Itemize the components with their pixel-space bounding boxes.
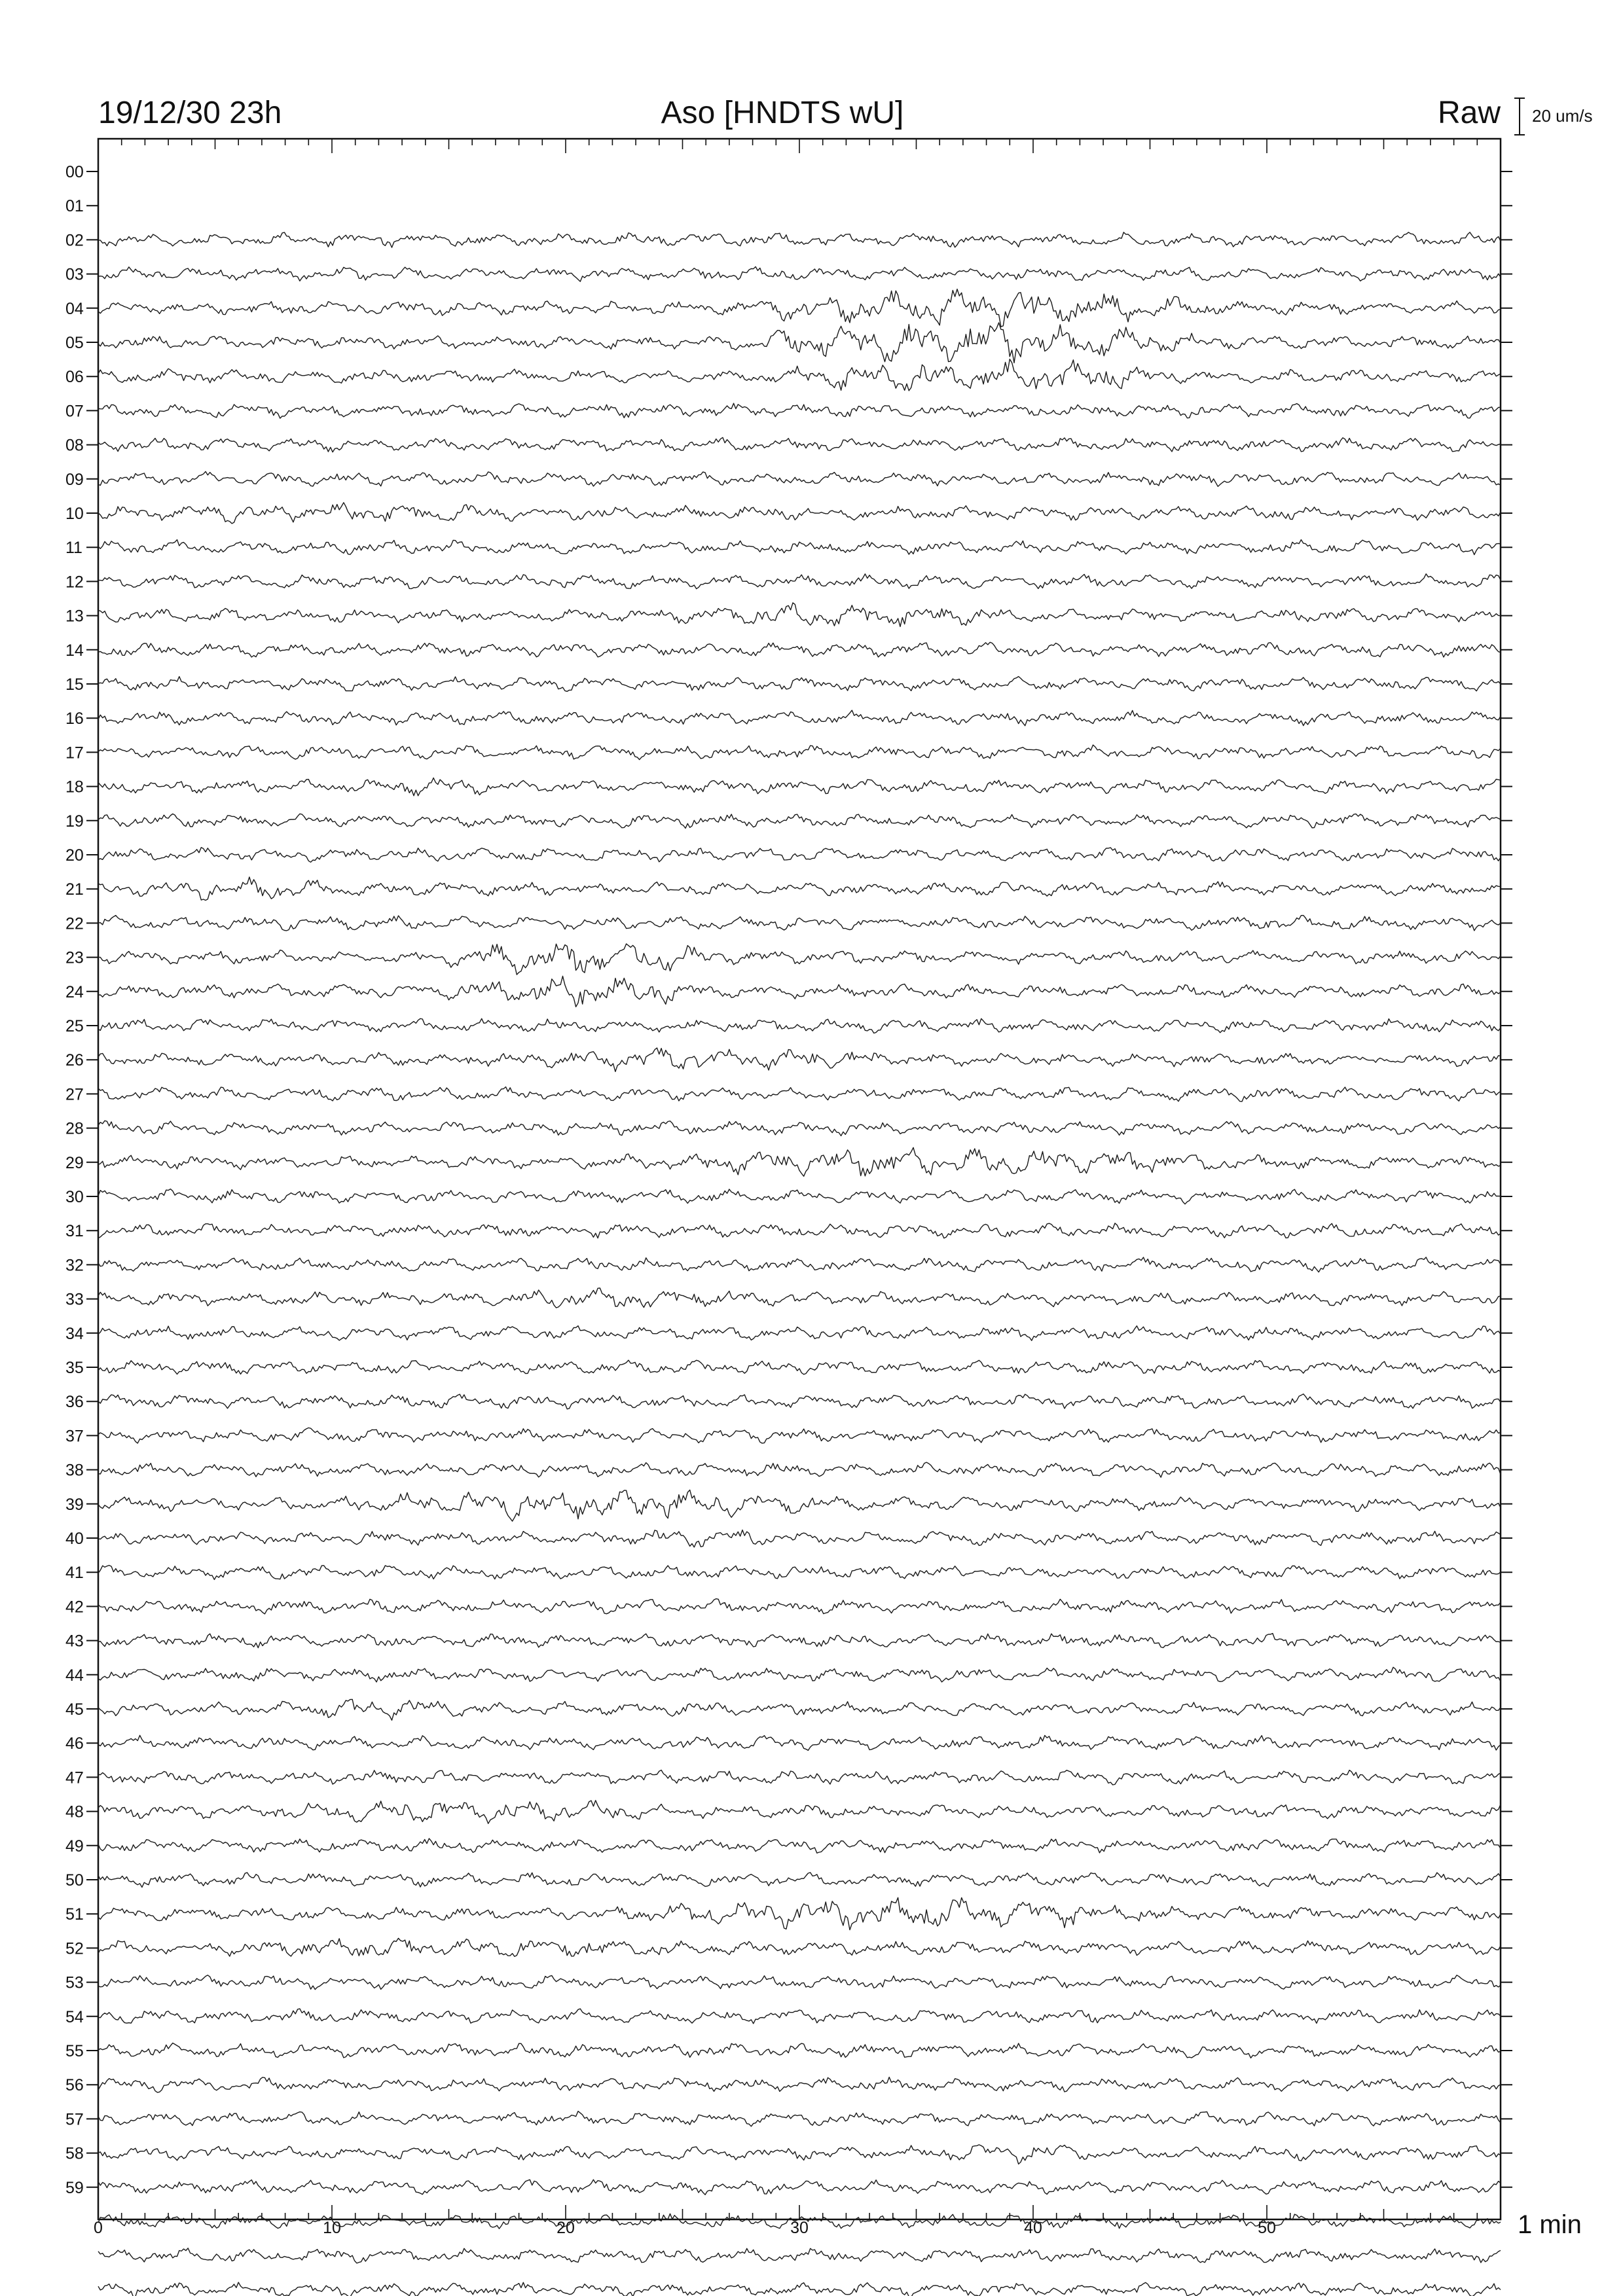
x-tick-label: 50 [1258,2219,1276,2237]
seismic-trace [98,1121,1501,1136]
seismic-trace [98,267,1501,282]
seismic-trace [98,2111,1501,2126]
seismic-trace [98,359,1501,391]
row-label: 48 [65,1803,84,1821]
seismic-trace [98,877,1501,901]
row-label: 29 [65,1153,84,1172]
row-label: 10 [65,505,84,523]
seismic-trace [98,1770,1501,1785]
row-label: 46 [65,1734,84,1753]
seismic-trace [98,1599,1501,1614]
row-label: 03 [65,265,84,284]
seismic-trace [98,1428,1501,1444]
seismic-trace [98,1048,1501,1071]
seismic-trace [98,603,1501,626]
row-label: 53 [65,1973,84,1992]
seismic-trace [98,976,1501,1007]
seismic-trace [98,2145,1501,2164]
row-label: 26 [65,1051,84,1070]
seismic-trace [98,1326,1501,1341]
row-label: 00 [65,163,84,181]
seismic-trace [98,323,1501,363]
row-label: 49 [65,1837,84,1856]
row-label: 28 [65,1119,84,1138]
row-label: 56 [65,2076,84,2095]
seismic-trace [98,289,1501,327]
seismic-trace [98,710,1501,726]
row-label: 55 [65,2042,84,2060]
plot-frame [98,139,1501,2219]
seismic-trace [98,2248,1501,2263]
row-label: 09 [65,470,84,489]
seismic-trace [98,437,1501,452]
row-label: 02 [65,231,84,250]
row-label: 59 [65,2178,84,2197]
row-label: 19 [65,812,84,831]
row-label: 57 [65,2110,84,2129]
seismic-trace [98,1530,1501,1547]
seismic-trace [98,642,1501,657]
seismic-trace [98,677,1501,692]
seismic-trace [98,1839,1501,1853]
row-label: 43 [65,1632,84,1651]
row-label: 39 [65,1495,84,1514]
seismic-trace [98,1938,1501,1956]
seismic-trace [98,1897,1501,1929]
row-label: 51 [65,1905,84,1924]
x-tick-label: 40 [1024,2219,1042,2237]
row-label: 13 [65,607,84,626]
chart-title: Aso [HNDTS wU] [661,96,904,130]
seismic-trace [98,1360,1501,1374]
seismic-trace [98,814,1501,828]
seismic-trace [98,2282,1501,2296]
seismic-traces [98,232,1501,2296]
scale-bar [1514,98,1525,135]
row-label: 21 [65,880,84,899]
x-tick-label: 0 [94,2219,103,2237]
seismic-trace [98,1462,1501,1477]
seismic-trace [98,1490,1501,1522]
row-label: 08 [65,436,84,455]
row-label: 14 [65,641,84,660]
header-datetime: 19/12/30 23h [98,96,282,130]
seismic-trace [98,1394,1501,1409]
seismic-trace [98,944,1501,975]
seismic-trace [98,745,1501,759]
seismic-trace [98,2043,1501,2058]
seismic-trace [98,1566,1501,1580]
row-label: 23 [65,948,84,967]
seismic-trace [98,503,1501,524]
scale-label: 20 um/s [1532,106,1593,126]
seismic-trace [98,1189,1501,1204]
row-label: 41 [65,1564,84,1583]
row-label: 22 [65,914,84,933]
seismic-trace [98,1087,1501,1102]
row-label: 50 [65,1871,84,1890]
header-mode: Raw [1437,96,1501,130]
row-label: 38 [65,1461,84,1480]
row-label: 06 [65,368,84,387]
row-label: 31 [65,1222,84,1241]
row-label: 16 [65,709,84,728]
seismic-trace [98,1018,1501,1033]
seismic-trace [98,778,1501,796]
seismic-trace [98,1667,1501,1682]
row-label: 47 [65,1768,84,1787]
row-label: 35 [65,1359,84,1377]
row-label: 01 [65,197,84,216]
seismic-trace [98,2179,1501,2195]
row-label: 20 [65,846,84,865]
x-tick-label: 10 [323,2219,341,2237]
row-label: 12 [65,573,84,592]
row-labels [65,163,84,2197]
row-label: 37 [65,1427,84,1446]
seismic-trace [98,1147,1501,1176]
seismic-trace [98,916,1501,931]
row-label: 07 [65,402,84,421]
row-label: 17 [65,744,84,762]
seismic-trace [98,1975,1501,1990]
row-label: 54 [65,2007,84,2026]
seismic-trace [98,574,1501,589]
seismic-trace [98,471,1501,486]
row-label: 27 [65,1085,84,1104]
seismic-trace [98,1634,1501,1648]
row-label: 40 [65,1530,84,1548]
row-label: 34 [65,1324,84,1343]
seismic-trace [98,1801,1501,1823]
row-label: 30 [65,1188,84,1206]
row-label: 04 [65,299,84,318]
row-label: 33 [65,1290,84,1309]
seismic-trace [98,848,1501,863]
x-axis-label: 1 min [1518,2210,1582,2239]
row-label: 36 [65,1393,84,1412]
row-label: 58 [65,2144,84,2163]
row-label: 42 [65,1598,84,1617]
row-label: 18 [65,778,84,797]
seismic-trace [98,1873,1501,1888]
seismic-trace [98,540,1501,555]
seismic-trace [98,2009,1501,2024]
x-tick-label: 30 [790,2219,809,2237]
seismic-trace [98,1735,1501,1750]
seismic-trace [98,2077,1501,2092]
row-label: 44 [65,1666,84,1685]
seismic-trace [98,1257,1501,1272]
tick-marks [86,139,1512,2219]
seismic-trace [98,1223,1501,1238]
seismic-trace [98,1700,1501,1721]
row-label: 11 [65,539,82,558]
row-label: 24 [65,982,84,1001]
x-tick-label: 20 [556,2219,575,2237]
row-label: 15 [65,675,84,694]
row-label: 05 [65,334,84,352]
seismic-trace [98,403,1501,418]
row-label: 25 [65,1017,84,1035]
seismic-trace [98,1288,1501,1308]
row-label: 32 [65,1256,84,1275]
row-label: 52 [65,1939,84,1958]
row-label: 45 [65,1700,84,1719]
seismic-trace [98,232,1501,247]
